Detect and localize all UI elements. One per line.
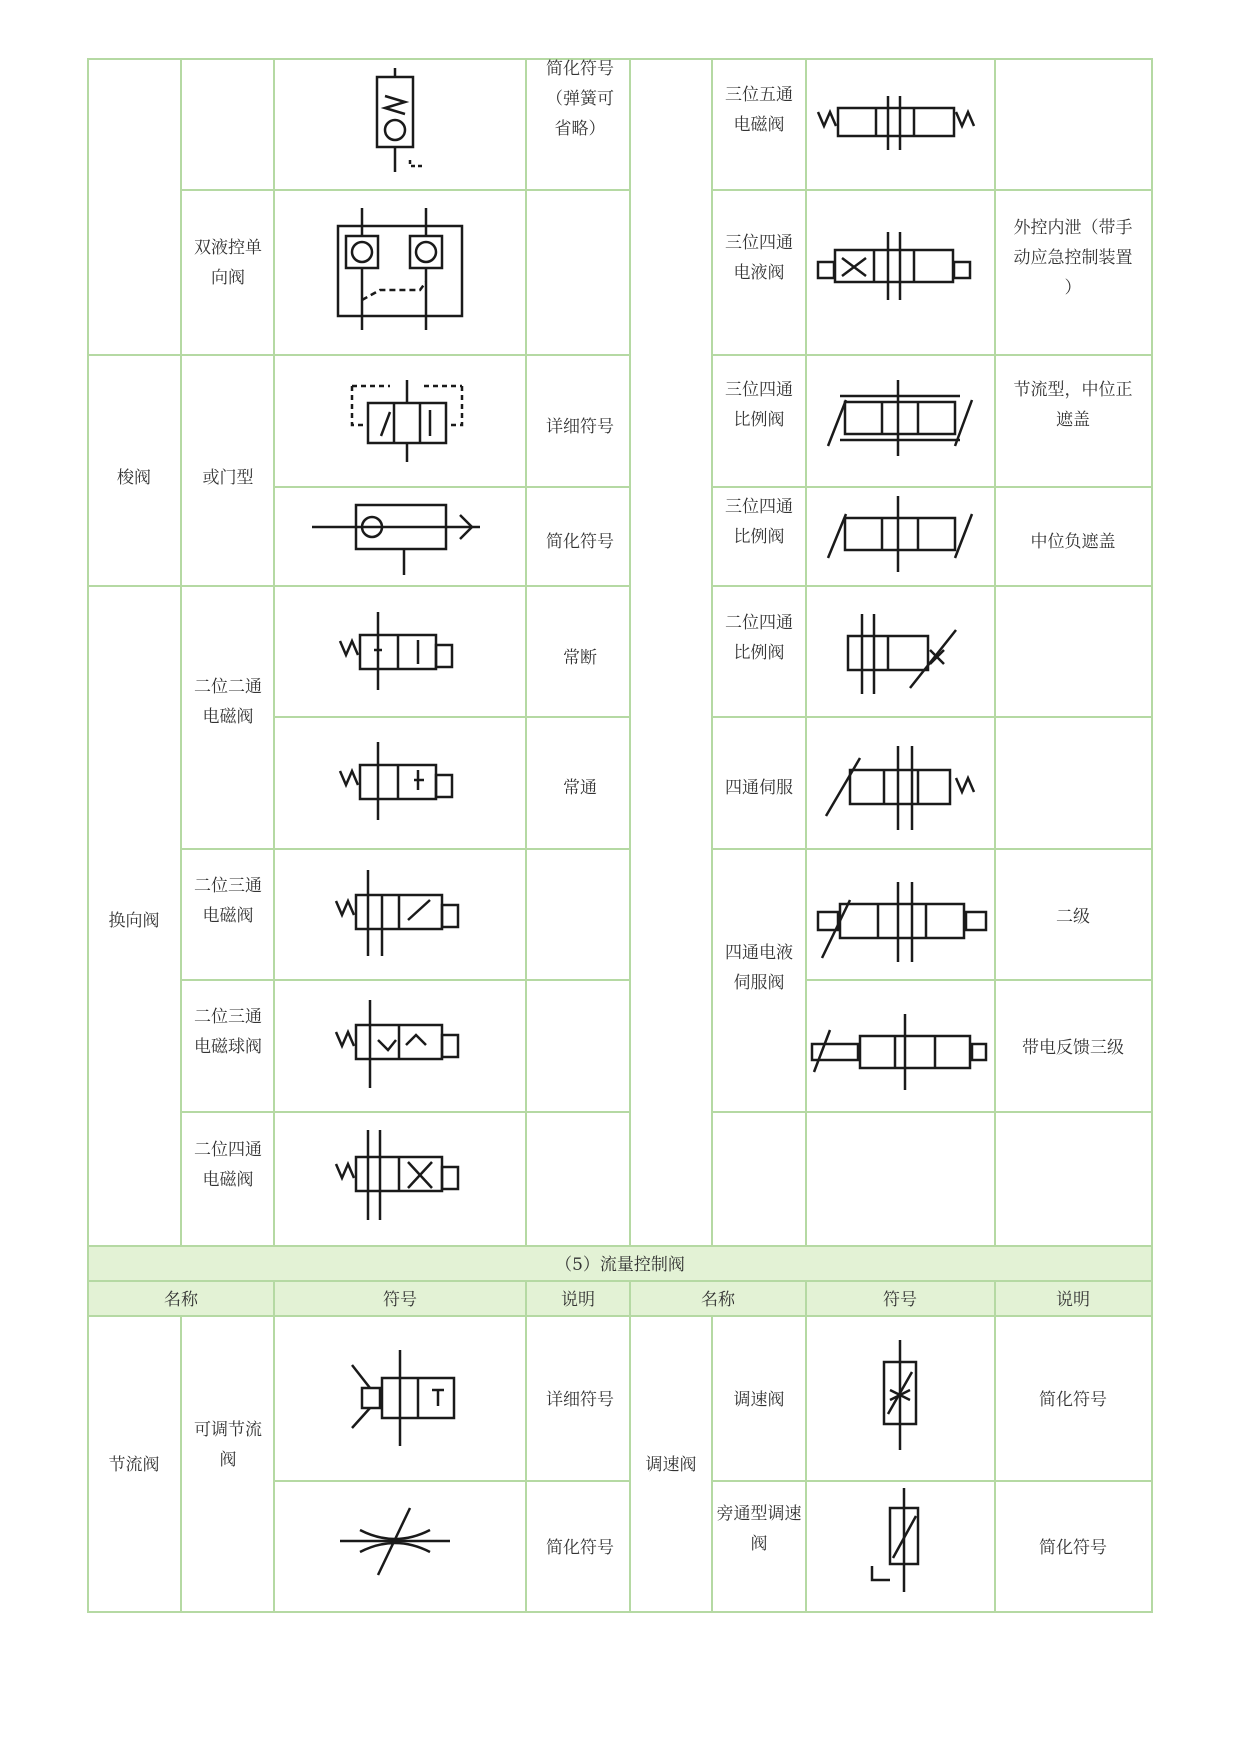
note-r7-a: 二级 [1056,907,1090,927]
label-adj-throttle: 可调节流阀 [194,1420,262,1470]
label-v24: 二位四通电磁阀 [194,1140,262,1190]
bypass-speed-valve-symbol [872,1488,918,1592]
note-speed-2: 简化符号 [1039,1538,1107,1558]
r3-symbol [828,380,972,456]
adj-throttle-simplified-symbol [340,1508,450,1575]
valve-23-symbol [336,870,458,956]
r7-symbol-b [812,1014,986,1090]
label-throttle: 节流阀 [108,1455,160,1475]
valve-22-no-symbol [340,742,452,820]
note-detailed-shuttle: 详细符号 [546,417,614,437]
label-v22: 二位二通电磁阀 [194,677,262,727]
header-note: 说明 [561,1290,595,1310]
note-flow-detailed: 详细符号 [546,1390,614,1410]
note-speed-1: 简化符号 [1039,1390,1107,1410]
header-symbol: 符号 [383,1290,417,1310]
label-v23: 二位三通电磁阀 [194,876,262,926]
label-r2: 三位四通电液阀 [725,233,793,283]
label-shuttle: 梭阀 [117,468,151,488]
r6-symbol [826,746,974,830]
label-v23ball: 二位三通电磁球阀 [194,1007,262,1057]
label-r7: 四通电液伺服阀 [725,943,793,993]
r4-symbol [828,496,972,572]
r5-symbol [848,614,956,694]
note-r2: 外控内泄（带手动应急控制装置） [1013,218,1133,298]
note-r3: 节流型，中位正遮盖 [1013,380,1133,430]
note-r4: 中位负遮盖 [1030,532,1116,552]
label-reversing: 换向阀 [108,911,160,931]
note-nc: 常断 [563,648,597,668]
note-flow-simplified: 简化符号 [546,1538,614,1558]
label-bypass-speed: 旁通型调速阀 [716,1504,802,1554]
valve-23-ball-symbol [336,1000,458,1088]
note-r7-b: 带电反馈三级 [1022,1038,1124,1058]
adj-throttle-detailed-symbol [352,1350,454,1446]
valve-22-nc-symbol [340,612,452,690]
symbols [312,68,986,1592]
label-r1: 三位五通电磁阀 [725,85,793,135]
label-speed: 调速阀 [645,1455,697,1475]
label-r6: 四通伺服 [725,778,793,798]
note-simplified-shuttle: 简化符号 [546,532,614,552]
label-or-type: 或门型 [202,468,254,488]
r1-symbol [818,96,974,150]
note-no: 常通 [563,778,597,798]
shuttle-simplified-symbol [312,505,480,575]
header-note-2: 说明 [1056,1290,1090,1310]
header-symbol-2: 符号 [883,1290,917,1310]
shuttle-detailed-symbol [352,380,462,462]
note-simplified-spring-1: 简化符号（弹簧可省略） [546,59,614,139]
section-title: （5）流量控制阀 [555,1255,685,1275]
label-r4: 三位四通比例阀 [725,497,793,547]
r7-symbol-a [818,882,986,962]
table-grid [88,59,1152,1612]
label-speed-valve: 调速阀 [733,1390,785,1410]
check-valve-symbol [377,68,425,172]
header-name-2: 名称 [701,1290,735,1310]
dual-check-symbol [338,208,462,330]
label-r3: 三位四通比例阀 [725,380,793,430]
header-name: 名称 [164,1290,198,1310]
speed-valve-symbol [884,1340,916,1450]
valve-24-symbol [336,1130,458,1220]
label-r5: 二位四通比例阀 [725,613,793,663]
label-dual-check: 双液控单向阀 [194,238,262,288]
r2-symbol [818,232,970,300]
